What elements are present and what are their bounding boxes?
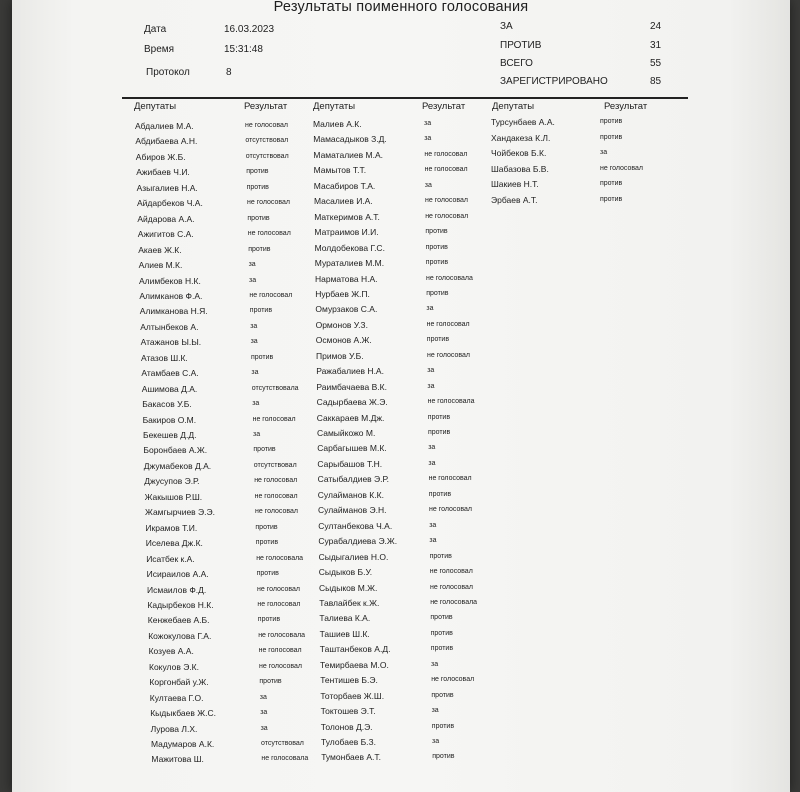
vote-result: не голосовал [424,150,468,158]
deputy-name: Сыдыков Б.У. [318,567,373,578]
deputy-name: Айдарова А.А. [137,213,195,224]
vote-result: против [428,429,451,436]
vote-result: за [427,367,435,375]
deputy-name: Кыдыкбаев Ж.С. [150,708,216,719]
page-title: Результаты поименного голосования [273,0,529,15]
vote-result: не голосовал [425,197,468,205]
vote-result: не голосовал [257,585,300,593]
against-label: ПРОТИВ [500,40,542,51]
total-label: ВСЕГО [500,58,533,69]
vote-result: против [425,243,448,251]
vote-result: против [251,353,274,361]
vote-result: за [259,693,267,701]
deputy-name: Сарыбашов Т.Н. [317,458,383,469]
deputy-name: Нарматова Н.А. [315,273,378,284]
vote-result: не голосовала [430,598,478,606]
deputy-name: Атамбаев С.А. [141,368,199,379]
deputy-name: Масабиров Т.А. [313,180,376,191]
vote-result: за [426,305,434,313]
deputy-name: Абиров Ж.Б. [135,151,186,162]
deputy-name: Ташиев Ш.К. [319,628,370,639]
deputy-name: Ражабалиев Н.А. [316,366,384,377]
vote-result: против [428,490,452,498]
vote-result: против [253,446,276,454]
deputy-name: Мамасадыков З.Д. [313,134,387,145]
vote-result: за [427,382,435,390]
deputy-name: Толонов Д.Э. [320,721,373,732]
deputy-name: Самыйкожо М. [317,428,376,438]
deputy-name: Сыдыков М.Ж. [319,582,378,593]
vote-result: не голосовала [256,554,304,562]
deputy-name: Тентишев Б.Э. [320,675,378,686]
deputy-name: Сарбагышев М.К. [317,443,387,454]
vote-result: не голосовал [428,475,472,483]
vote-result: против [600,118,623,125]
vote-result: против [426,336,450,344]
deputy-name: Исираилов А.А. [146,569,209,580]
vote-result: за [432,738,440,745]
vote-result: за [428,444,436,452]
deputy-name: Алимканов Ф.А. [139,290,203,301]
deputy-name: Алтынбеков А. [140,321,199,332]
deputy-name: Алимканова Н.Я. [139,306,208,317]
deputy-name: Сулайманов К.К. [317,489,384,500]
vote-result: за [253,431,261,438]
deputy-name: Нурбаев Ж.П. [315,288,370,299]
deputy-name: Лурова Л.Х. [150,723,198,734]
vote-result: против [259,678,282,686]
date-value: 16.03.2023 [224,24,275,35]
deputy-name: Джумабеков Д.А. [143,460,212,471]
header-divider [122,97,688,99]
deputy-name: Осмонов А.Ж. [315,335,372,346]
deputy-name: Чойбеков Б.К. [491,148,547,159]
deputy-name: Сурабалдиева Э.Ж. [318,536,398,547]
vote-result: за [250,338,258,346]
deputy-name: Турсунбаев А.А. [491,117,555,127]
vote-result: не голосовал [430,583,473,591]
col3-deputies-header: Депутаты [492,101,535,112]
vote-result: не голосовал [431,676,475,684]
vote-result: против [256,570,279,578]
deputy-name: Джусупов Э.Р. [144,476,200,487]
vote-result: против [255,523,278,531]
vote-result: не голосовала [426,274,473,282]
vote-result: за [250,322,258,330]
deputy-name: Маматалиев М.А. [313,149,383,160]
deputy-name: Эрбаев А.Т. [491,195,538,205]
deputy-name: Жамгырчиев Э.Э. [145,507,215,518]
vote-result: не голосовала [261,755,309,763]
time-value: 15:31:48 [224,44,263,55]
vote-result: не голосовал [600,164,643,172]
deputy-name: Шабазова Б.В. [491,163,549,174]
deputy-name: Азыгалиев Н.А. [136,182,198,193]
vote-result: против [249,307,273,315]
col1-result-header: Результат [244,101,288,112]
vote-result: не голосовал [425,212,469,220]
deputy-name: Иселева Дж.К. [145,538,203,549]
vote-result: не голосовал [258,647,302,655]
ballot-results-sheet [12,0,790,792]
deputy-name: Малиев А.К. [313,119,362,129]
vote-result: против [431,722,455,730]
vote-result: не голосовал [247,199,290,207]
vote-result: за [248,261,256,269]
deputy-name: Сыдыгалиев Н.О. [318,551,389,562]
vote-result: за [429,521,437,529]
vote-result: отсутствовала [251,384,299,392]
vote-result: против [429,552,452,560]
vote-result: не голосовал [426,320,470,328]
vote-result: против [427,413,451,421]
deputy-name: Абдалиев М.А. [135,121,194,131]
deputy-name: Икрамов Т.И. [145,522,198,533]
vote-result: не голосовала [258,631,306,639]
vote-result: против [246,168,269,176]
deputy-name: Тоторбаев Ж.Ш. [320,690,385,701]
deputy-name: Ажигитов С.А. [137,229,194,240]
deputy-name: Алиев М.К. [138,260,183,271]
deputy-name: Талиева К.А. [319,613,371,624]
deputy-name: Масалиев И.А. [314,196,373,207]
col2-result-header: Результат [422,101,466,112]
vote-result: не голосовал [427,351,470,359]
deputy-name: Шакиев Н.Т. [491,179,539,190]
deputy-name: Раимбачаева В.К. [316,381,387,392]
deputy-name: Матраимов И.И. [314,227,379,238]
deputy-name: Мажитова Ш. [151,754,204,765]
for-label: ЗА [500,21,513,32]
for-value: 24 [650,21,662,32]
vote-result: за [424,181,432,189]
protocol-value: 8 [226,67,232,78]
vote-result: не голосовал [424,166,468,174]
vote-result: не голосовал [247,230,291,238]
vote-result: не голосовал [254,477,298,485]
vote-result: за [252,400,260,408]
vote-result: за [431,660,439,668]
vote-result: против [600,196,623,203]
deputy-name: Тулобаев Б.З. [321,737,377,747]
vote-result: против [255,539,279,547]
deputy-name: Сатыбалдиев Э.Р. [317,474,389,485]
vote-result: за [429,537,437,545]
vote-result: против [425,228,448,236]
deputy-name: Абдибаева А.Н. [135,136,198,147]
vote-result: за [260,724,268,732]
col3-result-header: Результат [604,101,648,112]
deputy-name: Кожокулова Г.А. [148,630,212,641]
registered-label: ЗАРЕГИСТРИРОВАНО [500,76,608,87]
col2-deputies-header: Депутаты [313,101,356,112]
deputy-name: Примов У.Б. [316,350,364,361]
deputy-name: Кокулов Э.К. [149,661,199,672]
vote-result: не голосовал [249,291,293,299]
vote-result: за [260,709,268,717]
deputy-name: Султанбекова Ч.А. [318,520,393,531]
deputy-name: Мадумаров А.К. [151,739,215,749]
deputy-name: Бекешев Д.Д. [143,430,197,440]
deputy-name: Атажанов Ы.Ы. [140,337,202,348]
deputy-name: Молдобекова Г.С. [314,242,385,253]
vote-result: против [425,259,449,267]
deputy-name: Кадырбеков Н.К. [147,599,214,610]
deputy-name: Ажибаев Ч.И. [136,167,190,178]
deputy-name: Сулайманов Э.Н. [318,505,387,516]
vote-result: против [430,629,453,637]
col1-deputies-header: Депутаты [134,101,177,112]
vote-result: против [248,245,271,253]
vote-result: против [426,289,449,297]
vote-result: отсутствовал [253,461,297,469]
vote-result: за [424,120,432,127]
vote-result: против [432,753,455,761]
deputy-name: Култаева Г.О. [149,692,204,703]
deputy-name: Мамытов Т.Т. [313,165,367,176]
deputy-name: Алимбеков Н.К. [139,275,201,286]
deputy-name: Бакасов У.Б. [142,399,192,410]
vote-result: против [600,180,623,188]
deputy-name: Атазов Ш.К. [141,352,188,363]
deputy-name: Ормонов У.З. [315,319,368,330]
deputy-name: Бакиров О.М. [142,414,197,425]
date-label: Дата [144,24,167,35]
deputy-name: Айдарбеков Ч.А. [137,198,203,209]
deputy-name: Саккараев М.Дж. [316,412,385,423]
vote-result: не голосовал [259,662,302,670]
vote-result: за [251,369,259,377]
deputy-name: Исатбек к.А. [146,553,195,564]
vote-result: отсутствовал [261,740,304,747]
time-label: Время [144,44,175,55]
against-value: 31 [650,40,662,51]
deputy-name: Кенжебаев А.Б. [147,615,210,626]
deputy-name: Ашимова Д.А. [141,383,198,394]
deputy-name: Козуев А.А. [148,646,194,657]
deputy-name: Омурзаков С.А. [315,304,378,315]
vote-result: за [424,135,432,143]
vote-result: за [249,276,257,284]
vote-result: не голосовал [255,508,298,516]
vote-result: не голосовал [254,492,298,500]
vote-result: за [431,707,439,715]
deputy-name: Боронбаев А.Ж. [143,445,208,456]
vote-result: против [600,133,623,141]
vote-result: против [431,691,454,699]
registered-value: 85 [650,76,662,87]
deputy-name: Хандакеза К.Л. [491,132,551,143]
deputy-name: Акаев Ж.К. [138,244,182,255]
vote-result: против [257,616,281,624]
deputy-name: Токтошев Э.Т. [320,706,376,717]
vote-result: отсутствовал [245,152,289,160]
vote-result: не голосовала [427,398,475,406]
deputy-name: Таштанбеков А.Д. [319,644,391,655]
deputy-name: Садырбаева Ж.Э. [316,397,388,408]
deputy-name: Коргонбай у.Ж. [149,677,209,688]
vote-result: не голосовал [429,506,472,514]
protocol-label: Протокол [146,67,190,78]
vote-result: не голосовал [257,600,301,608]
vote-result: против [246,183,269,191]
total-value: 55 [650,58,662,69]
vote-result: против [430,614,453,622]
deputy-name: Темирбаева М.О. [320,659,389,670]
vote-result: не голосовал [245,122,288,129]
deputy-name: Маткеримов А.Т. [314,211,380,222]
deputy-name: Жакышов Р.Ш. [144,491,203,502]
vote-result: за [428,459,436,467]
deputy-name: Тумонбаев А.Т. [321,752,381,763]
vote-result: против [247,214,270,222]
vote-result: не голосовал [429,568,473,576]
deputy-name: Тавлайбек к.Ж. [319,597,380,608]
vote-result: отсутствовал [245,137,289,145]
deputy-name: Исмаилов Ф.Д. [147,584,207,595]
vote-result: не голосовал [252,415,296,423]
vote-result: против [430,645,454,653]
vote-result: за [600,149,608,157]
deputy-name: Мураталиев М.М. [314,258,385,269]
